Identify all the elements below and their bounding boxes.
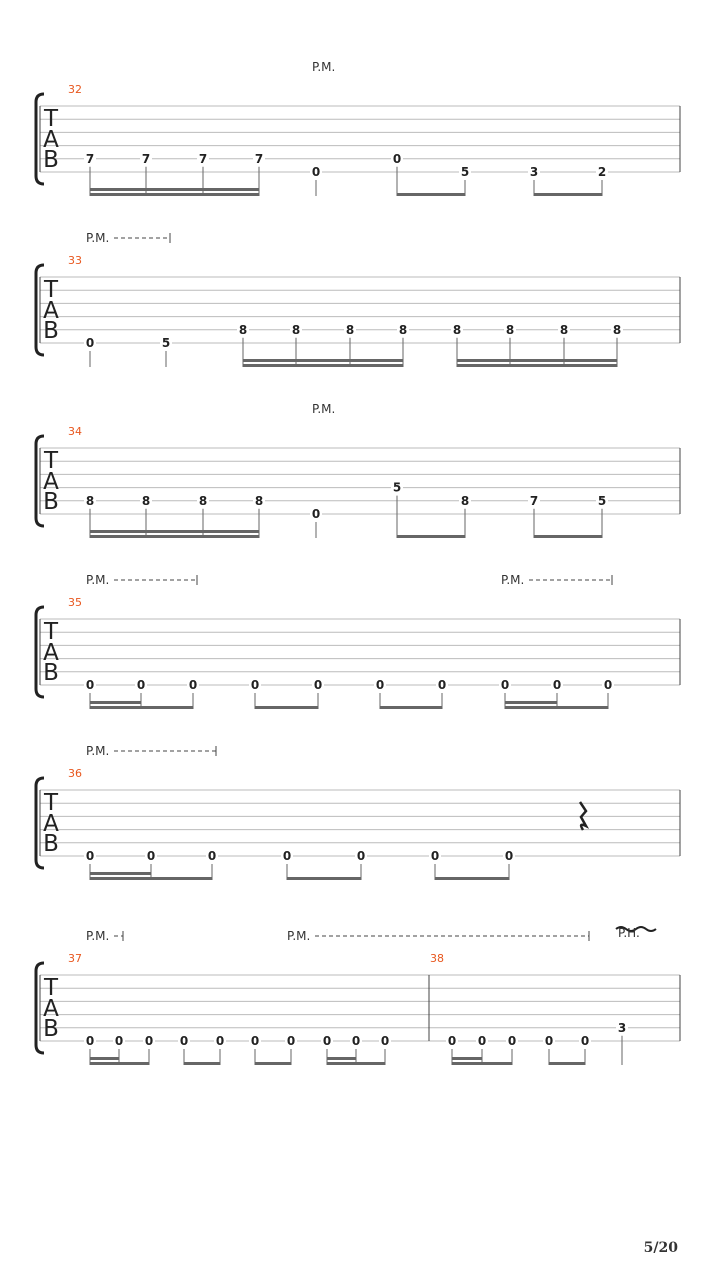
fret-number: 0 xyxy=(375,678,385,692)
fret-number: 0 xyxy=(437,678,447,692)
fret-number: 8 xyxy=(85,493,95,508)
tab-clef-a: A xyxy=(43,469,59,495)
fret-number: 0 xyxy=(85,678,95,692)
palm-mute-label: P.M. xyxy=(287,929,311,943)
tab-clef-b: B xyxy=(43,489,59,515)
tab-clef-b: B xyxy=(43,831,59,857)
fret-number: 5 xyxy=(460,165,470,179)
fret-number: 0 xyxy=(85,849,95,863)
fret-number: 0 xyxy=(322,1034,332,1048)
palm-mute-label: P.M. xyxy=(501,573,525,587)
fret-number: 0 xyxy=(85,336,95,350)
measure-number: 35 xyxy=(68,596,82,609)
fret-number: 0 xyxy=(282,849,292,863)
beam-secondary xyxy=(90,1057,119,1060)
page-number: 5/20 xyxy=(643,1240,678,1256)
tab-clef-t: T xyxy=(43,790,59,816)
fret-number: 7 xyxy=(141,151,151,166)
fret-number: 0 xyxy=(286,1034,296,1048)
fret-number: 7 xyxy=(85,151,95,166)
fret-number: 8 xyxy=(238,322,248,337)
beam xyxy=(90,877,212,880)
fret-number: 3 xyxy=(617,1020,627,1035)
fret-number: 8 xyxy=(254,493,264,508)
fret-number: 2 xyxy=(597,165,607,179)
tab-clef-b: B xyxy=(43,1016,59,1042)
measure-number: 38 xyxy=(430,952,444,965)
fret-number: 5 xyxy=(392,480,402,495)
measure-number: 32 xyxy=(68,83,82,96)
fret-number: 3 xyxy=(529,165,539,179)
beam xyxy=(435,877,509,880)
beam xyxy=(90,193,259,196)
beam xyxy=(380,706,442,709)
tab-clef-a: A xyxy=(43,127,59,153)
fret-number: 0 xyxy=(477,1034,487,1048)
tab-clef-b: B xyxy=(43,660,59,686)
palm-mute-label: P.M. xyxy=(86,573,110,587)
fret-number: 0 xyxy=(500,678,510,692)
beam xyxy=(255,706,318,709)
beam xyxy=(90,535,259,538)
fret-number: 8 xyxy=(345,322,355,337)
fret-number: 0 xyxy=(188,678,198,692)
beam-secondary xyxy=(90,530,259,533)
beam xyxy=(505,706,608,709)
beam-secondary xyxy=(243,359,403,362)
tab-clef-a: A xyxy=(43,996,59,1022)
fret-number: 7 xyxy=(254,151,264,166)
tab-clef-a: A xyxy=(43,811,59,837)
fret-number: 0 xyxy=(146,849,156,863)
beam xyxy=(90,1062,149,1065)
beam-secondary xyxy=(505,701,557,704)
fret-number: 0 xyxy=(380,1034,390,1048)
fret-number: 0 xyxy=(603,678,613,692)
fret-number: 5 xyxy=(597,493,607,508)
fret-number: 0 xyxy=(85,1034,95,1048)
beam xyxy=(243,364,403,367)
fret-number: 0 xyxy=(250,678,260,692)
beam xyxy=(287,877,361,880)
beam xyxy=(397,193,465,196)
measure-number: 33 xyxy=(68,254,82,267)
fret-number: 0 xyxy=(392,151,402,166)
beam xyxy=(327,1062,385,1065)
fret-number: 0 xyxy=(179,1034,189,1048)
beam xyxy=(90,706,193,709)
fret-number: 0 xyxy=(215,1034,225,1048)
beam xyxy=(184,1062,220,1065)
beam xyxy=(534,535,602,538)
palm-mute-label: P.M. xyxy=(86,231,110,245)
fret-number: 5 xyxy=(161,336,171,350)
fret-number: 0 xyxy=(580,1034,590,1048)
fret-number: 8 xyxy=(452,322,462,337)
tab-clef-a: A xyxy=(43,640,59,666)
tab-clef-b: B xyxy=(43,147,59,173)
fret-number: 0 xyxy=(311,165,321,179)
palm-mute-label: P.M. xyxy=(86,929,110,943)
measure-number: 37 xyxy=(68,952,82,965)
fret-number: 0 xyxy=(430,849,440,863)
fret-number: 0 xyxy=(507,1034,517,1048)
palm-mute-label: P.M. xyxy=(86,744,110,758)
fret-number: 0 xyxy=(544,1034,554,1048)
beam-secondary xyxy=(327,1057,356,1060)
beam-secondary xyxy=(90,188,259,191)
pinch-harmonic-label: P.H. xyxy=(618,926,640,940)
fret-number: 0 xyxy=(447,1034,457,1048)
tab-clef-a: A xyxy=(43,298,59,324)
fret-number: 8 xyxy=(505,322,515,337)
fret-number: 0 xyxy=(136,678,146,692)
fret-number: 8 xyxy=(612,322,622,337)
tab-clef-t: T xyxy=(43,277,59,303)
fret-number: 0 xyxy=(311,507,321,521)
beam-secondary xyxy=(457,359,617,362)
beam xyxy=(397,535,465,538)
fret-number: 8 xyxy=(559,322,569,337)
beam-secondary xyxy=(452,1057,482,1060)
fret-number: 0 xyxy=(207,849,217,863)
tab-clef-t: T xyxy=(43,975,59,1001)
fret-number: 7 xyxy=(529,493,539,508)
fret-number: 7 xyxy=(198,151,208,166)
palm-mute-label: P.M. xyxy=(312,60,336,74)
beam-secondary xyxy=(90,701,141,704)
fret-number: 8 xyxy=(398,322,408,337)
tab-clef-b: B xyxy=(43,318,59,344)
fret-number: 8 xyxy=(460,493,470,508)
beam xyxy=(534,193,602,196)
tab-clef-t: T xyxy=(43,106,59,132)
fret-number: 8 xyxy=(291,322,301,337)
fret-number: 0 xyxy=(250,1034,260,1048)
tab-clef-t: T xyxy=(43,619,59,645)
fret-number: 0 xyxy=(144,1034,154,1048)
beam xyxy=(457,364,617,367)
fret-number: 0 xyxy=(114,1034,124,1048)
beam-secondary xyxy=(90,872,151,875)
fret-number: 0 xyxy=(504,849,514,863)
fret-number: 0 xyxy=(351,1034,361,1048)
beam xyxy=(452,1062,512,1065)
fret-number: 0 xyxy=(313,678,323,692)
beam xyxy=(255,1062,291,1065)
measure-number: 36 xyxy=(68,767,82,780)
measure-number: 34 xyxy=(68,425,82,438)
beam xyxy=(549,1062,585,1065)
fret-number: 8 xyxy=(141,493,151,508)
fret-number: 8 xyxy=(198,493,208,508)
palm-mute-label: P.M. xyxy=(312,402,336,416)
fret-number: 0 xyxy=(356,849,366,863)
fret-number: 0 xyxy=(552,678,562,692)
tab-clef-t: T xyxy=(43,448,59,474)
